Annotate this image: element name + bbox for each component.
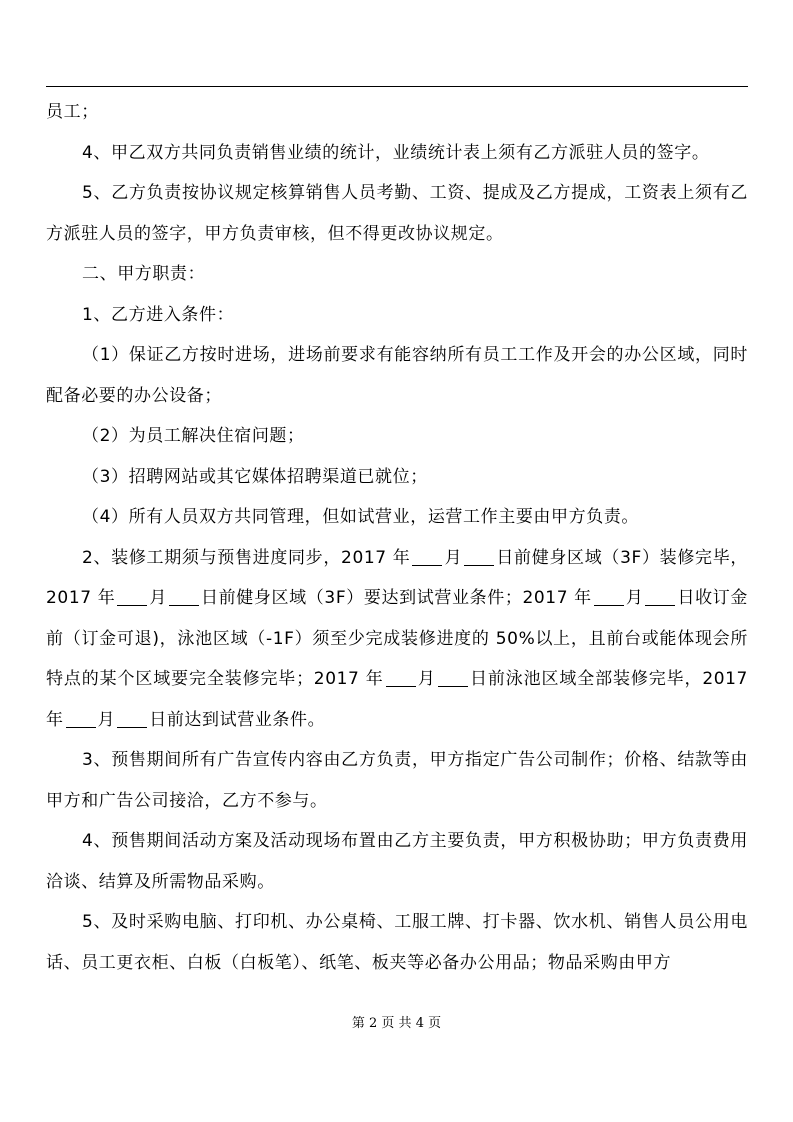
date-blank xyxy=(66,710,96,728)
schedule-text: 月 xyxy=(444,547,463,568)
date-blank xyxy=(594,588,624,606)
date-blank xyxy=(464,548,494,566)
paragraph-condition-3: （3）招聘网站或其它媒体招聘渠道已就位； xyxy=(82,466,428,487)
schedule-text: 2、装修工期须与预售进度同步，2017 年 xyxy=(82,547,411,568)
paragraph-entry-conditions: 1、乙方进入条件： xyxy=(82,304,235,325)
schedule-text: 日前健身区域（3F）要达到试营业条件；2017 年 xyxy=(200,588,592,608)
paragraph-condition-1: （1）保证乙方按时进场，进场前要求有能容纳所有员工工作及开会的办公区域，同时配备必要的办公设备； xyxy=(46,345,748,406)
date-blank xyxy=(117,710,147,728)
date-blank xyxy=(386,669,416,687)
schedule-text: 日前泳池区域全部装修完毕，2017 年 xyxy=(46,669,748,730)
date-blank xyxy=(645,588,675,606)
schedule-text: 日前达到试营业条件。 xyxy=(149,709,326,730)
date-blank xyxy=(169,588,199,606)
date-blank xyxy=(438,669,468,687)
section-heading-party-a-duties: 二、甲方职责： xyxy=(82,264,206,284)
document-body xyxy=(46,92,748,983)
paragraph-activities: 4、预售期间活动方案及活动现场布置由乙方主要负责，甲方积极协助；甲方负责费用洽谈、结算及所需物品采购。 xyxy=(46,831,748,892)
schedule-text: 月 xyxy=(149,588,167,608)
page-footer: 第 2 页 共 4 页 xyxy=(351,1016,442,1031)
date-blank xyxy=(117,588,147,606)
header-rule xyxy=(46,86,748,87)
schedule-text: 日前健身区域（3F）装修完毕，2017 年 xyxy=(46,547,748,608)
schedule-text: 日收订金前（订金可退)，泳池区域（-1F）须至少完成装修进度的 50%以上，且前台或能体现会所特点的某个区域要完全装修完毕；2017 年 xyxy=(46,588,748,689)
paragraph-condition-4: （4）所有人员双方共同管理，但如试营业，运营工作主要由甲方负责。 xyxy=(82,507,640,527)
paragraph-renovation-schedule xyxy=(46,538,748,741)
schedule-text: 月 xyxy=(417,669,436,689)
paragraph-item-4: 4、甲乙双方共同负责销售业绩的统计，业绩统计表上须有乙方派驻人员的签字。 xyxy=(82,142,710,163)
paragraph-procurement: 5、及时采购电脑、打印机、办公桌椅、工服工牌、打卡器、饮水机、销售人员公用电话、员工更衣柜、白板（白板笔）、纸笔、板夹等必备办公用品；物品采购由甲方 xyxy=(46,912,748,973)
date-blank xyxy=(412,548,442,566)
paragraph-continuation: 员工； xyxy=(46,102,99,122)
paragraph-condition-2: （2）为员工解决住宿问题； xyxy=(82,426,305,446)
schedule-text: 月 xyxy=(97,709,116,730)
paragraph-advertising: 3、预售期间所有广告宣传内容由乙方负责，甲方指定广告公司制作；价格、结款等由甲方和广告公司接洽，乙方不参与。 xyxy=(46,750,748,811)
schedule-text: 月 xyxy=(625,588,644,608)
paragraph-item-5: 5、乙方负责按协议规定核算销售人员考勤、工资、提成及乙方提成，工资表上须有乙方派驻人员的签字，甲方负责审核，但不得更改协议规定。 xyxy=(46,183,748,244)
